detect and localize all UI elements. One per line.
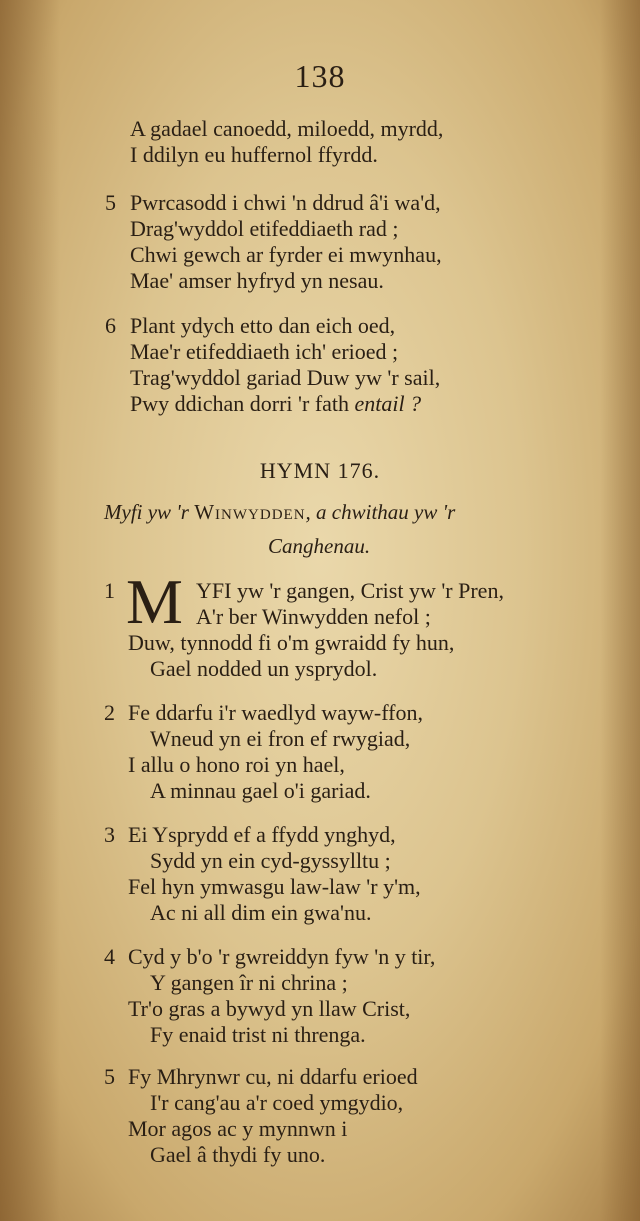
stanza-number: 2: [104, 700, 115, 725]
verse-text: Pwy ddichan dorri 'r fath: [130, 391, 355, 416]
verse-line: Sydd yn ein cyd-gyssylltu ;: [150, 848, 391, 873]
drop-cap: M: [126, 566, 183, 637]
verse-line: A minnau gael o'i gariad.: [150, 778, 371, 803]
verse-line: Gael â thydi fy uno.: [150, 1142, 326, 1167]
hymn-subtitle: [104, 500, 455, 525]
verse-line: Tr'o gras a bywyd yn llaw Crist,: [128, 996, 411, 1021]
verse-line: [130, 391, 421, 417]
stanza-number: 4: [104, 944, 115, 969]
verse-line: A gadael canoedd, miloedd, myrdd,: [130, 116, 444, 141]
page-number: 138: [294, 58, 346, 94]
subtitle-text: , a chwithau yw 'r: [305, 500, 456, 524]
verse-line: Pwrcasodd i chwi 'n ddrud â'i wa'd,: [130, 190, 441, 215]
verse-line: Duw, tynnodd fi o'm gwraidd fy hun,: [128, 630, 455, 655]
italic-word: entail ?: [354, 391, 422, 416]
verse-line: Y gangen îr ni chrina ;: [150, 970, 348, 995]
verse-line: Fel hyn ymwasgu law-law 'r y'm,: [128, 874, 421, 899]
verse-line: Cyd y b'o 'r gwreiddyn fyw 'n y tir,: [128, 944, 436, 969]
verse-line: Fy enaid trist ni threnga.: [150, 1022, 366, 1047]
verse-line: Drag'wyddol etifeddiaeth rad ;: [130, 216, 399, 241]
verse-line: I ddilyn eu huffernol ffyrdd.: [130, 142, 378, 167]
stanza-number: 5: [104, 1064, 115, 1089]
hymn-title: HYMN 176.: [259, 458, 381, 483]
hymn-subtitle-line2: Canghenau.: [268, 534, 371, 558]
verse-line: Mae' amser hyfryd yn nesau.: [130, 268, 384, 293]
verse-line: Ei Ysprydd ef a ffydd ynghyd,: [128, 822, 396, 847]
stanza-number: 3: [104, 822, 115, 847]
stanza-number: 5: [105, 190, 116, 215]
page-edge-shadow-right: [600, 0, 640, 1221]
verse-line: Gael nodded un ysprydol.: [150, 656, 378, 681]
stanza-number: 6: [105, 313, 116, 338]
verse-line: YFI yw 'r gangen, Crist yw 'r Pren,: [196, 578, 504, 603]
verse-line: Fe ddarfu i'r waedlyd wayw-ffon,: [128, 700, 423, 725]
page-edge-shadow-left: [0, 0, 60, 1221]
subtitle-text: Myfi yw 'r: [104, 500, 195, 524]
verse-line: Chwi gewch ar fyrder ei mwynhau,: [130, 242, 442, 267]
verse-line: Plant ydych etto dan eich oed,: [130, 313, 396, 338]
verse-line: Mor agos ac y mynnwn i: [128, 1116, 348, 1141]
verse-line: I'r cang'au a'r coed ymgydio,: [150, 1090, 404, 1115]
verse-line: Mae'r etifeddiaeth ich' erioed ;: [130, 339, 399, 364]
verse-line: Trag'wyddol gariad Duw yw 'r sail,: [130, 365, 441, 390]
stanza-number: 1: [104, 578, 115, 603]
verse-line: Wneud yn ei fron ef rwygiad,: [150, 726, 411, 751]
verse-line: A'r ber Winwydden nefol ;: [196, 604, 431, 629]
verse-line: Fy Mhrynwr cu, ni ddarfu erioed: [128, 1064, 418, 1089]
subtitle-caps: Winwydden: [194, 500, 306, 524]
verse-line: Ac ni all dim ein gwa'nu.: [150, 900, 372, 925]
verse-line: I allu o hono roi yn hael,: [128, 752, 345, 777]
